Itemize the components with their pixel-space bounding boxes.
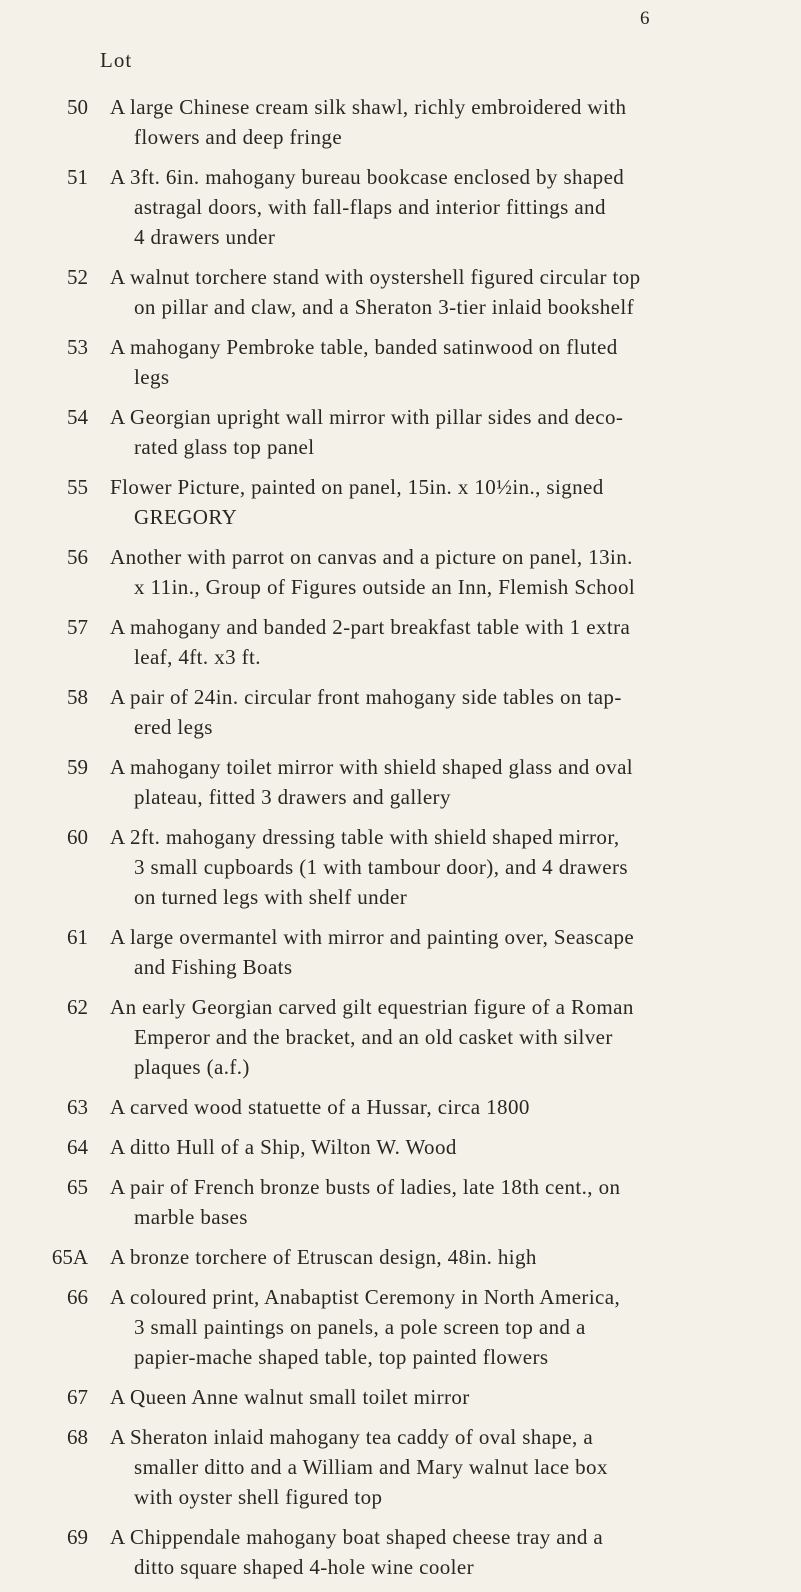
description-line: A Chippendale mahogany boat shaped cheese tray and a <box>110 1525 604 1549</box>
lot-entry <box>0 752 801 812</box>
lot-number: 61 <box>67 925 88 949</box>
description-line: 3 small paintings on panels, a pole screen top and a <box>134 1315 586 1339</box>
description-line: A bronze torchere of Etruscan design, 48in. high <box>110 1245 537 1269</box>
lot-number: 50 <box>67 95 88 119</box>
lot-description <box>110 92 690 152</box>
lot-description <box>110 1522 690 1582</box>
lot-entry <box>0 262 801 322</box>
lot-number: 52 <box>67 265 88 289</box>
description-line: x 11in., Group of Figures outside an Inn, Flemish School <box>134 575 636 599</box>
lot-description <box>110 612 690 672</box>
lot-number: 55 <box>67 475 88 499</box>
lot-entry <box>0 542 801 602</box>
description-line: 3 small cupboards (1 with tambour door), and 4 drawers <box>134 855 628 879</box>
lot-description <box>110 752 690 812</box>
description-line: A mahogany Pembroke table, banded satinwood on fluted <box>110 335 618 359</box>
description-line: ered legs <box>134 715 213 739</box>
lot-list <box>0 92 801 1592</box>
lot-description <box>110 682 690 742</box>
lot-entry <box>0 1242 801 1272</box>
lot-entry <box>0 992 801 1082</box>
lot-description <box>110 262 690 322</box>
description-line: An early Georgian carved gilt equestrian figure of a Roman <box>110 995 634 1019</box>
description-line: A Georgian upright wall mirror with pillar sides and deco- <box>110 405 624 429</box>
description-line: A 3ft. 6in. mahogany bureau bookcase enclosed by shaped <box>110 165 625 189</box>
description-line: and Fishing Boats <box>134 955 293 979</box>
description-line: A mahogany toilet mirror with shield shaped glass and oval <box>110 755 634 779</box>
description-line: Emperor and the bracket, and an old casket with silver <box>134 1025 613 1049</box>
lot-number: 56 <box>67 545 88 569</box>
description-line: leaf, 4ft. x3 ft. <box>134 645 261 669</box>
lot-entry <box>0 332 801 392</box>
page-number: 6 <box>640 8 650 29</box>
description-line: A Queen Anne walnut small toilet mirror <box>110 1385 470 1409</box>
lot-description <box>110 822 690 912</box>
lot-description <box>110 542 690 602</box>
description-line: papier-mache shaped table, top painted flowers <box>134 1345 549 1369</box>
lot-description <box>110 1172 690 1232</box>
lot-description <box>110 1282 690 1372</box>
lot-number: 63 <box>67 1095 88 1119</box>
lot-entry <box>0 162 801 252</box>
lot-description <box>110 402 690 462</box>
lot-number: 67 <box>67 1385 88 1409</box>
description-line: astragal doors, with fall-flaps and interior fittings and <box>134 195 606 219</box>
description-line: A large Chinese cream silk shawl, richly embroidered with <box>110 95 627 119</box>
lot-number: 65A <box>51 1245 88 1269</box>
lot-entry <box>0 612 801 672</box>
lot-number: 68 <box>67 1425 88 1449</box>
lot-column-header: Lot <box>100 48 133 72</box>
description-line: A Sheraton inlaid mahogany tea caddy of oval shape, a <box>110 1425 594 1449</box>
lot-description <box>110 1092 690 1122</box>
description-line: on turned legs with shelf under <box>134 885 408 909</box>
description-line: flowers and deep fringe <box>134 125 343 149</box>
lot-number: 57 <box>67 615 88 639</box>
lot-number: 58 <box>67 685 88 709</box>
description-line: smaller ditto and a William and Mary walnut lace box <box>134 1455 608 1479</box>
description-line: rated glass top panel <box>134 435 315 459</box>
description-line: ditto square shaped 4-hole wine cooler <box>134 1555 475 1579</box>
description-line: 4 drawers under <box>134 225 276 249</box>
lot-entry <box>0 402 801 462</box>
lot-entry <box>0 1172 801 1232</box>
lot-entry <box>0 1522 801 1582</box>
description-line: A walnut torchere stand with oystershell figured circular top <box>110 265 641 289</box>
lot-number: 69 <box>67 1525 88 1549</box>
lot-entry <box>0 1282 801 1372</box>
lot-number: 62 <box>67 995 88 1019</box>
description-line: A mahogany and banded 2-part breakfast table with 1 extra <box>110 615 631 639</box>
lot-entry <box>0 1422 801 1512</box>
lot-number: 59 <box>67 755 88 779</box>
description-line: A pair of 24in. circular front mahogany side tables on tap- <box>110 685 622 709</box>
lot-description <box>110 1132 690 1162</box>
description-line: A large overmantel with mirror and painting over, Seascape <box>110 925 635 949</box>
description-line: on pillar and claw, and a Sheraton 3-tier inlaid bookshelf <box>134 295 635 319</box>
lot-description <box>110 1242 690 1272</box>
lot-description <box>110 1422 690 1512</box>
description-line: with oyster shell figured top <box>134 1485 383 1509</box>
lot-number: 51 <box>67 165 88 189</box>
lot-entry <box>0 1382 801 1412</box>
lot-entry <box>0 92 801 152</box>
description-line: marble bases <box>134 1205 248 1229</box>
lot-entry <box>0 1132 801 1162</box>
description-line: A coloured print, Anabaptist Ceremony in North America, <box>110 1285 621 1309</box>
lot-description <box>110 992 690 1082</box>
description-line: Another with parrot on canvas and a picture on panel, 13in. <box>110 545 633 569</box>
lot-entry <box>0 822 801 912</box>
description-line: plateau, fitted 3 drawers and gallery <box>134 785 451 809</box>
description-line: legs <box>134 365 170 389</box>
lot-description <box>110 162 690 252</box>
lot-description <box>110 332 690 392</box>
lot-number: 54 <box>67 405 88 429</box>
description-line: plaques (a.f.) <box>134 1055 250 1079</box>
lot-entry <box>0 472 801 532</box>
description-line: GREGORY <box>134 505 238 529</box>
lot-number: 65 <box>67 1175 88 1199</box>
description-line: A ditto Hull of a Ship, Wilton W. Wood <box>110 1135 457 1159</box>
lot-description <box>110 1382 690 1412</box>
description-line: A pair of French bronze busts of ladies, late 18th cent., on <box>110 1175 621 1199</box>
description-line: A 2ft. mahogany dressing table with shield shaped mirror, <box>110 825 620 849</box>
lot-entry <box>0 922 801 982</box>
lot-number: 60 <box>67 825 88 849</box>
lot-number: 66 <box>67 1285 88 1309</box>
description-line: A carved wood statuette of a Hussar, circa 1800 <box>110 1095 530 1119</box>
lot-number: 53 <box>67 335 88 359</box>
description-line: Flower Picture, painted on panel, 15in. x 10½in., signed <box>110 475 604 499</box>
lot-number: 64 <box>67 1135 88 1159</box>
lot-description <box>110 472 690 532</box>
lot-description <box>110 922 690 982</box>
lot-entry <box>0 1092 801 1122</box>
lot-entry <box>0 682 801 742</box>
